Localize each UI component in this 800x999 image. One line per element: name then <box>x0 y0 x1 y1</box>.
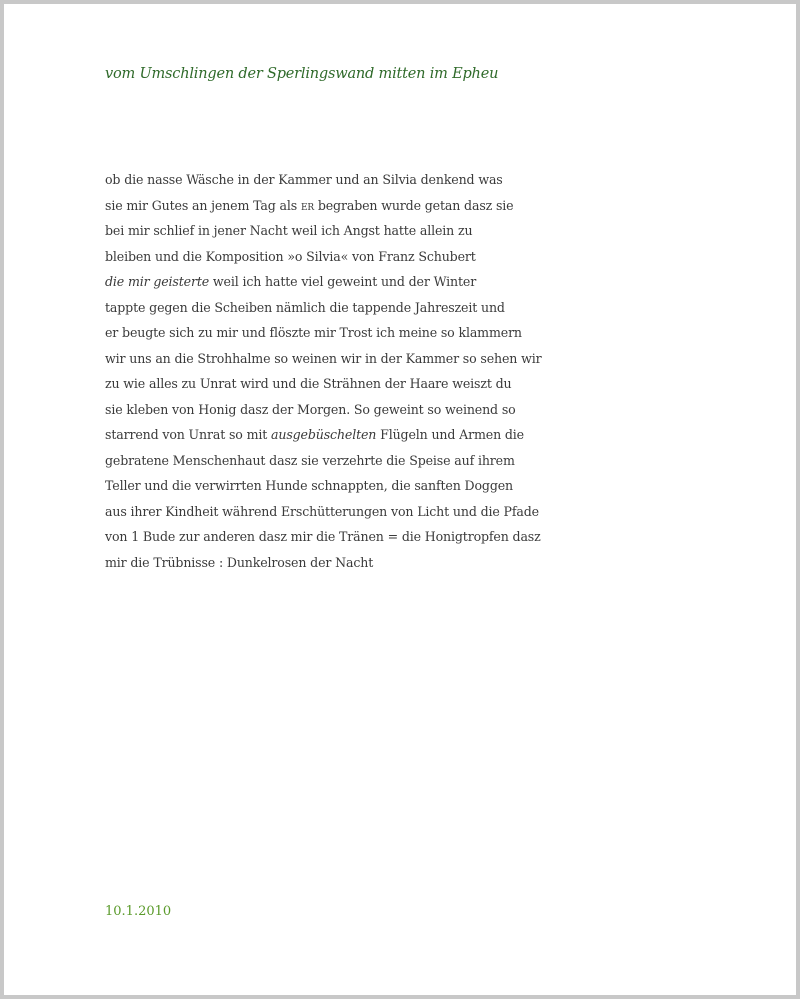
poem-title: vom Umschlingen der Sperlingswand mitten im Epheu <box>105 66 499 82</box>
poem-line: Teller und die verwirrten Hunde schnappten, die sanften Doggen <box>105 478 514 493</box>
poem-line: gebratene Menschenhaut dasz sie verzehrte die Speise auf ihrem <box>105 452 515 468</box>
italic-word: ausgebüschelten <box>271 427 377 442</box>
poem-line: ob die nasse Wäsche in der Kammer und an Silvia denkend was <box>105 172 503 187</box>
poem-line: bleiben und die Komposition »o Silvia« von Franz Schubert <box>105 248 476 264</box>
small-caps-word: er <box>300 197 314 213</box>
poem-line: er beugte sich zu mir und flöszte mir Trost ich meine so klammern <box>105 325 522 340</box>
italic-phrase: die mir geisterte <box>105 274 210 289</box>
poem-line: von 1 Bude zur anderen dasz mir die Tränen = die Honigtropfen dasz <box>105 529 541 544</box>
poem-line: zu wie alles zu Unrat wird und die Strähnen der Haare weiszt du <box>105 376 512 391</box>
poem-line: sie kleben von Honig dasz der Morgen. So geweint so weinend so <box>105 401 516 417</box>
poem-line: die mir geisterte weil ich hatte viel geweint und der Winter <box>105 274 477 289</box>
poem-body <box>105 167 541 575</box>
poem-line: aus ihrer Kindheit während Erschütterungen von Licht und die Pfade <box>105 503 539 519</box>
poem-line: sie mir Gutes an jenem Tag als er begraben wurde getan dasz sie <box>105 197 514 213</box>
poem-line: bei mir schlief in jener Nacht weil ich Angst hatte allein zu <box>105 223 473 238</box>
poem-line: mir die Trübnisse : Dunkelrosen der Nacht <box>105 554 374 570</box>
poem-line: wir uns an die Strohhalme so weinen wir in der Kammer so sehen wir <box>105 350 542 366</box>
poem-date: 10.1.2010 <box>105 904 172 919</box>
poem-line: starrend von Unrat so mit ausgebüschelten Flügeln und Armen die <box>105 427 524 442</box>
poem-line: tappte gegen die Scheiben nämlich die tappende Jahreszeit und <box>105 299 505 315</box>
